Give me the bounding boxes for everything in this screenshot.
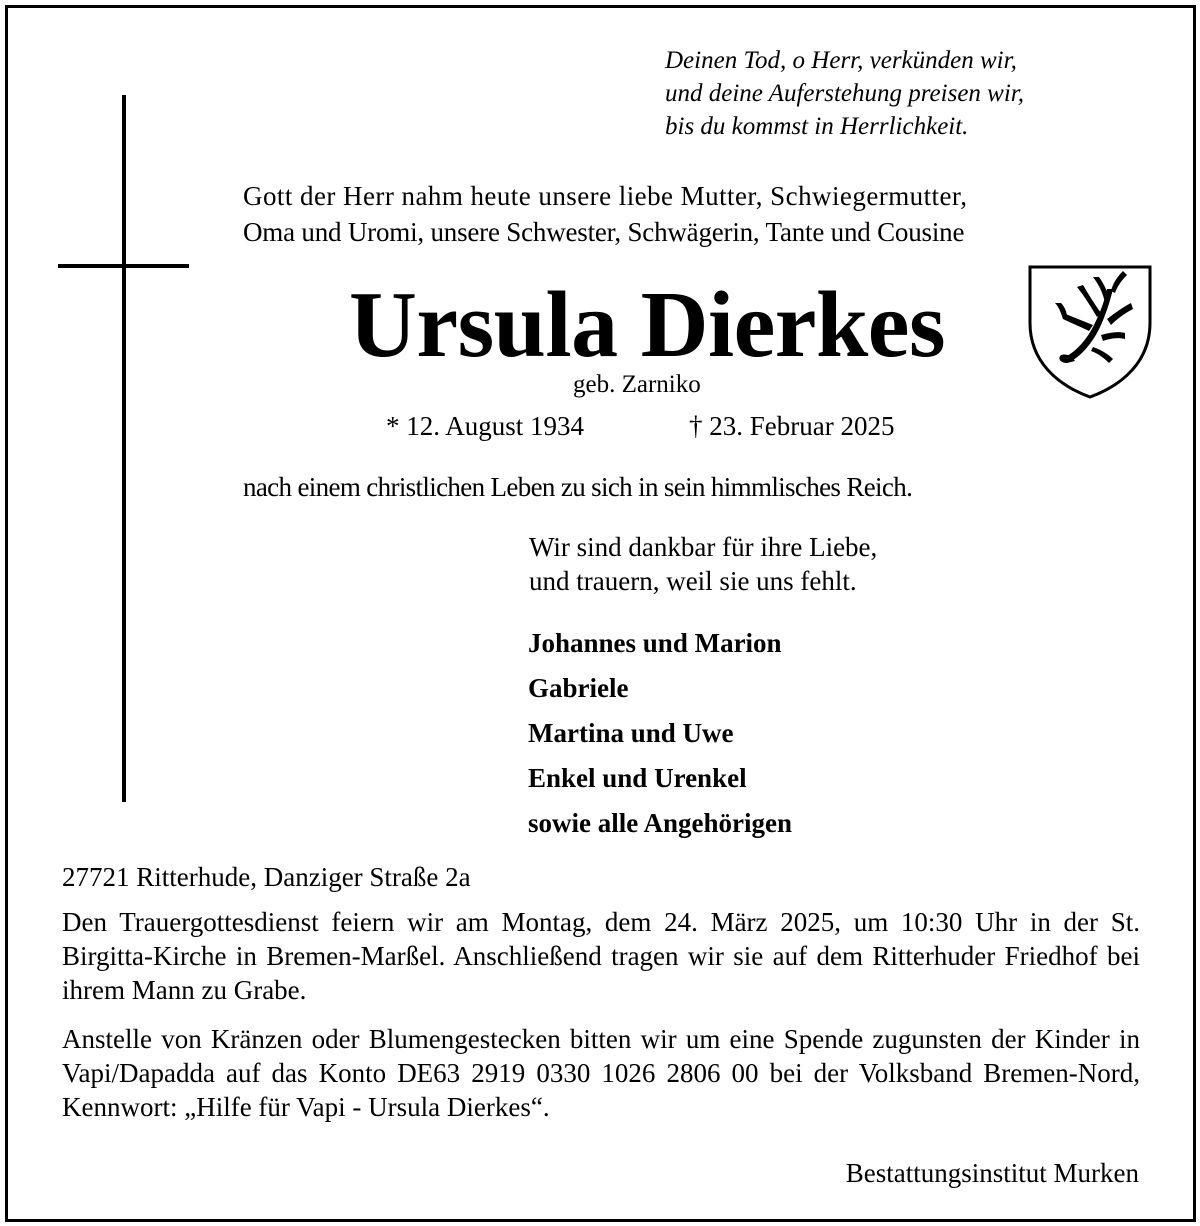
thanks-text — [529, 530, 877, 598]
intro-line: Oma und Uromi, unsere Schwester, Schwägerin, Tante und Cousine — [243, 217, 965, 247]
mourner-entry: Martina und Uwe — [528, 718, 734, 748]
maiden-name: geb. Zarniko — [573, 371, 701, 398]
funeral-home: Bestattungsinstitut Murken — [845, 1158, 1139, 1188]
cross-horizontal-bar — [58, 264, 189, 268]
mourner-entry: Enkel und Urenkel — [528, 763, 747, 793]
thanks-line: Wir sind dankbar für ihre Liebe, — [529, 532, 878, 562]
death-date: † 23. Februar 2025 — [689, 411, 895, 441]
family-address: 27721 Ritterhude, Danziger Straße 2a — [62, 862, 471, 892]
cross-vertical-bar — [122, 95, 126, 802]
coat-of-arms-antler-icon — [1027, 263, 1153, 401]
thanks-line: und trauern, weil sie uns fehlt. — [529, 566, 857, 596]
mourners-list — [528, 621, 792, 846]
donation-request: Anstelle von Kränzen oder Blumengestecken bitten wir um eine Spende zugunsten der Kinder in Vapi/Dapadda auf das Konto DE63 2919 0330 1026 2806 00 bei der Volksband Bremen-Nord, Kennwort: „Hilfe für Vapi - Ursula Dierkes“. — [62, 1024, 1140, 1122]
verse-line: und deine Auferstehung preisen wir, — [665, 80, 1024, 107]
bible-verse — [665, 44, 1024, 143]
funeral-service-info: Den Trauergottesdienst feiern wir am Montag, dem 24. März 2025, um 10:30 Uhr in der St. Birgitta-Kirche in Bremen-Marßel. Anschließend tragen wir sie auf dem Ritterhuder Friedhof bei ihrem Mann zu Grabe. — [62, 907, 1140, 1005]
verse-line: bis du kommst in Herrlichkeit. — [665, 113, 969, 140]
mourner-entry: Gabriele — [528, 673, 629, 703]
birth-date: * 12. August 1934 — [386, 411, 585, 441]
closing-line: nach einem christlichen Leben zu sich in sein himmlisches Reich. — [243, 472, 913, 502]
intro-line: Gott der Herr nahm heute unsere liebe Mutter, Schwiegermutter, — [243, 181, 968, 211]
intro-text — [243, 178, 968, 250]
verse-line: Deinen Tod, o Herr, verkünden wir, — [665, 47, 1017, 74]
mourner-entry: Johannes und Marion — [528, 628, 782, 658]
mourner-entry: sowie alle Angehörigen — [528, 808, 792, 838]
deceased-name: Ursula Dierkes — [349, 273, 946, 377]
